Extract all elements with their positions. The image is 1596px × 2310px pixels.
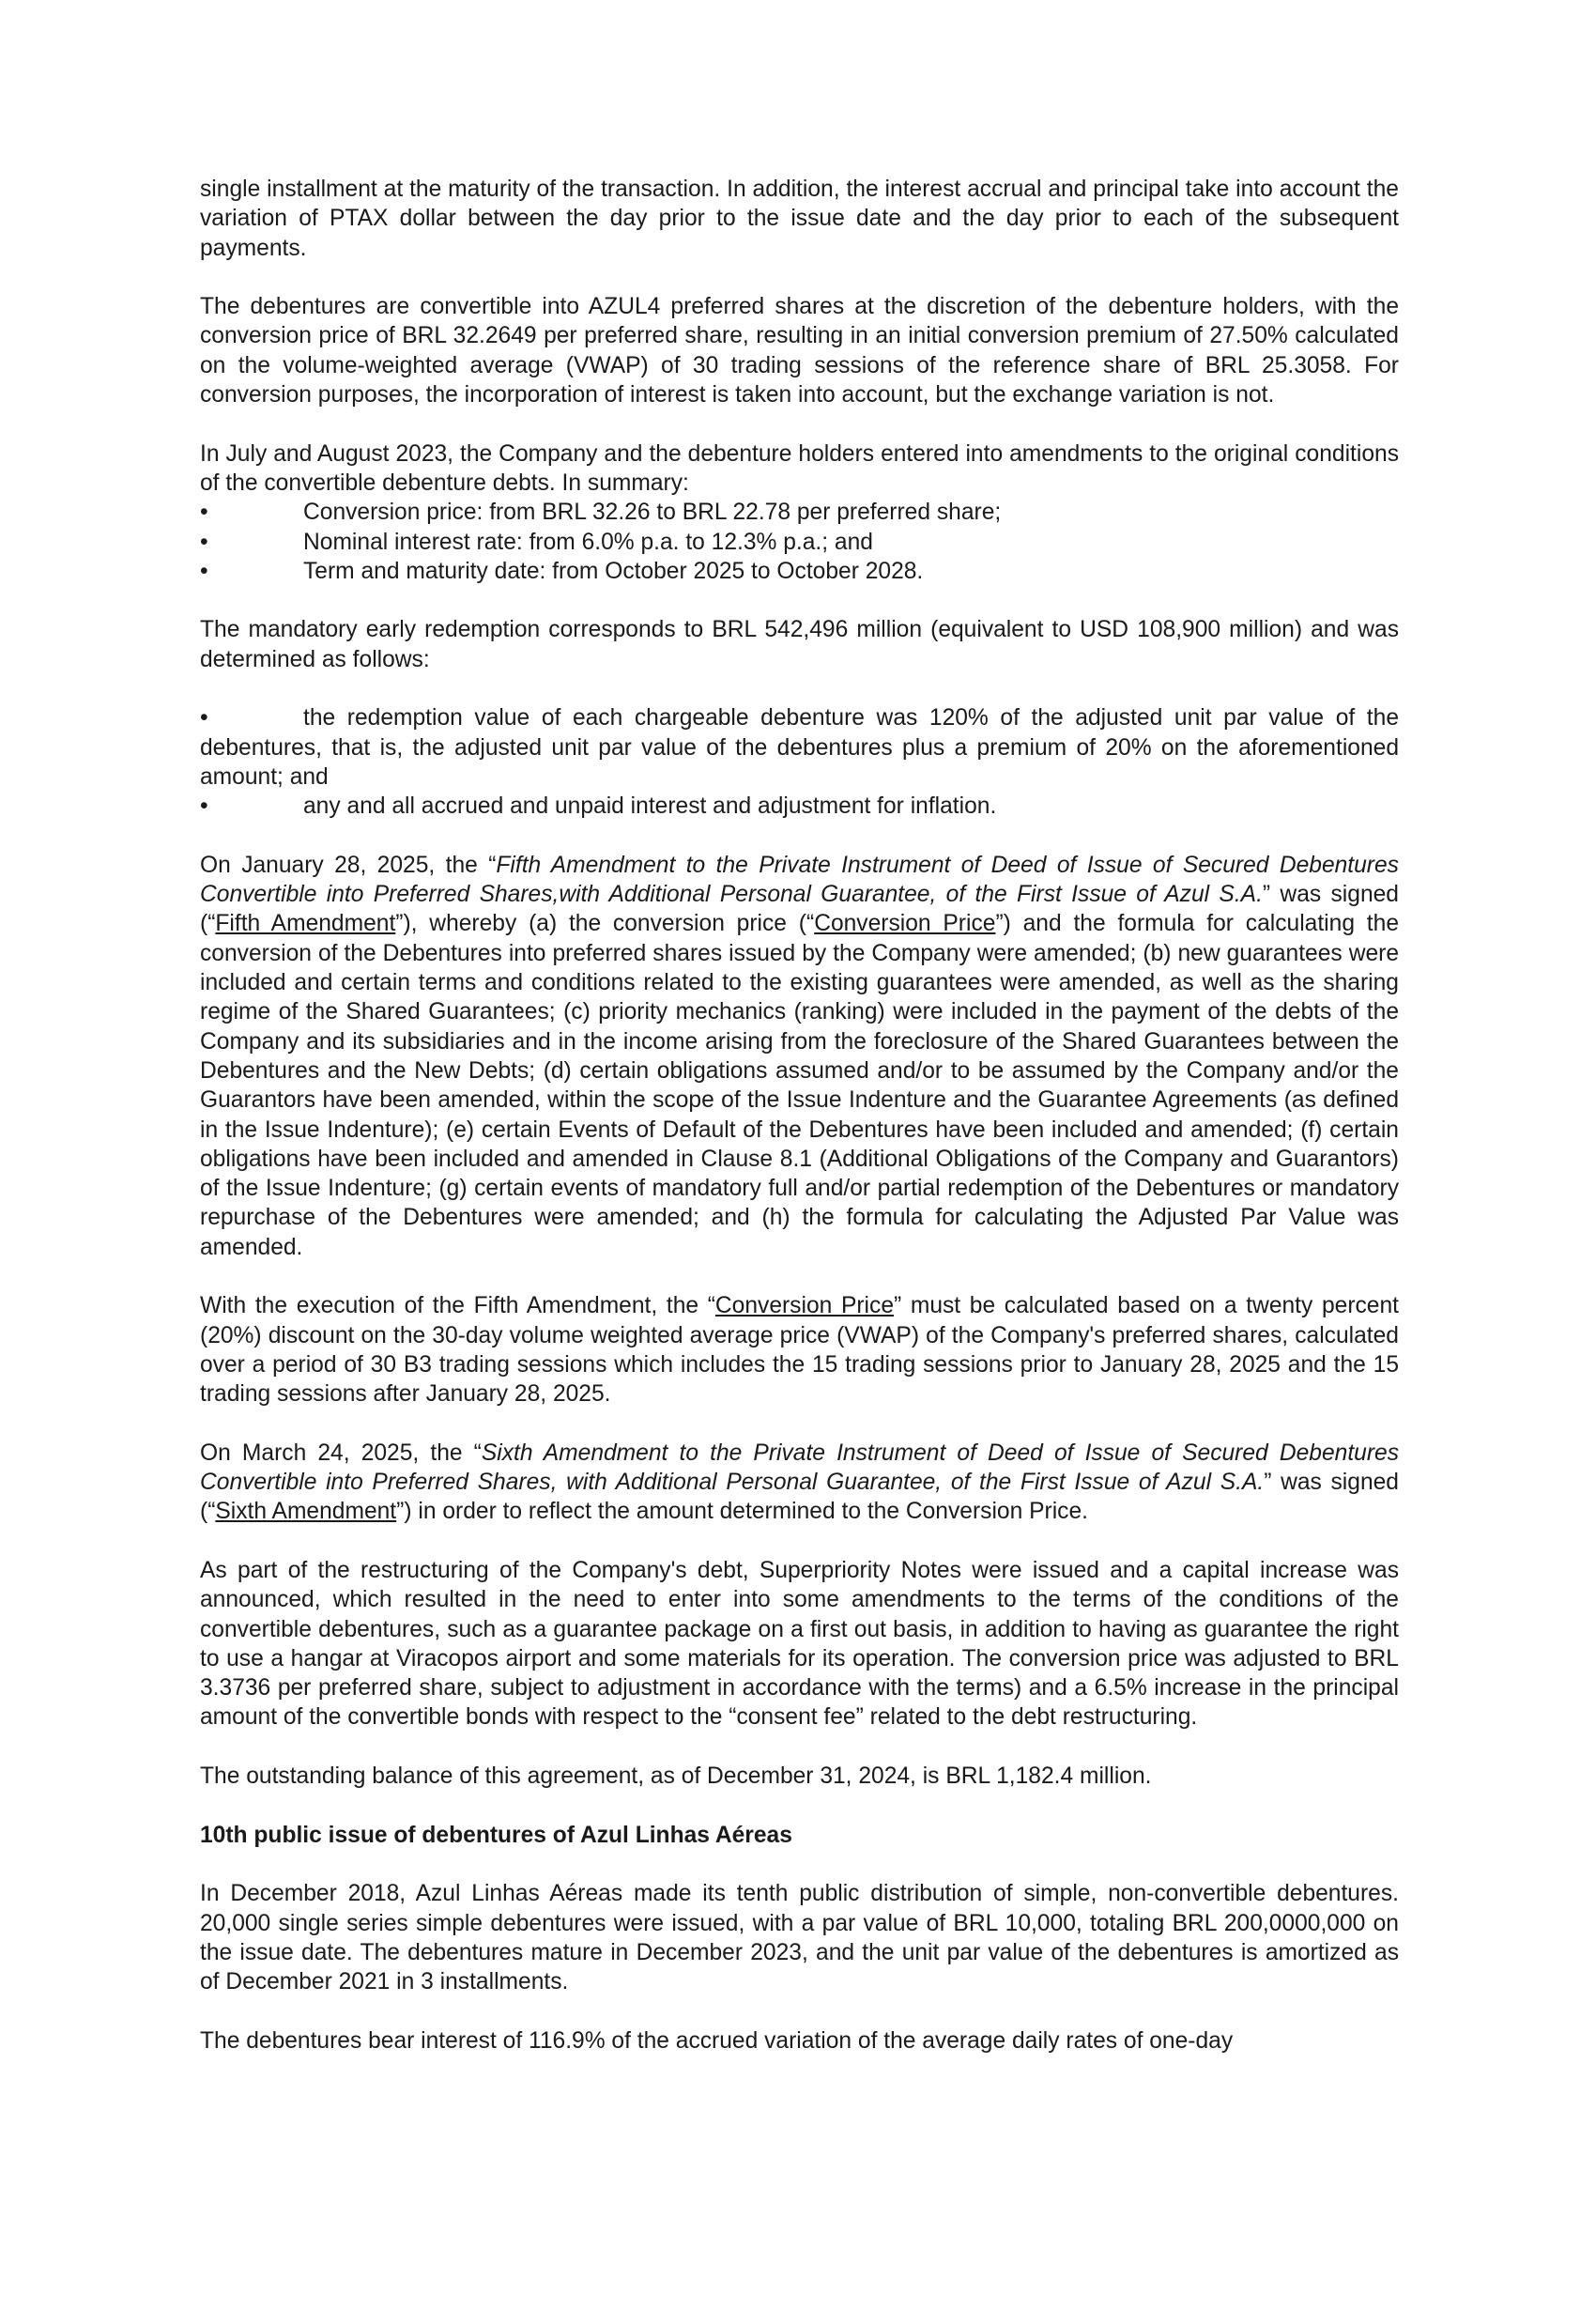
list-item [200, 557, 1399, 586]
list-item [200, 792, 1399, 821]
paragraph-sixth-amendment: On March 24, 2025, the “Sixth Amendment to the Private Instrument of Deed of Issue of Secured Debentures Convertible into Preferred Shares, with Additional Personal Guarantee, of the First Issue of Azul S.A.” was signed (“Sixth Amendment”) in order to reflect the amount determined to the Conversion Price. [200, 1440, 1399, 1525]
paragraph-early-redemption: The mandatory early redemption corresponds to BRL 542,496 million (equivalent to USD 108,900 million) and was determined as follows: [200, 617, 1399, 672]
summary-bullet-list [200, 498, 1399, 586]
bullet-icon: • [200, 793, 208, 820]
paragraph-fifth-amendment: On January 28, 2025, the “Fifth Amendment to the Private Instrument of Deed of Issue of Secured Debentures Convertible into Preferred Shares,with Additional Personal Guarantee, of the First Issue of Azul S.A.” was signed (“Fifth Amendment”), whereby (a) the conversion price (“Conversion Price”) and the formula for calculating the conversion of the Debentures into preferred shares issued by the Company were amended; (b) new guarantees were included and certain terms and conditions related to the existing guarantees were amended, as well as the sharing regime of the Shared Guarantees; (c) priority mechanics (ranking) were included in the payment of the debts of the Company and its subsidiaries and in the income arising from the foreclosure of the Shared Guarantees between the Debentures and the New Debts; (d) certain obligations assumed and/or to be assumed by the Company and/or the Guarantors have been amended, within the scope of the Issue Indenture and the Guarantee Agreements (as defined in the Issue Indenture); (e) certain Events of Default of the Debentures have been included and amended; (f) certain obligations have been included and amended in Clause 8.1 (Additional Obligations of the Company and Guarantors) of the Issue Indenture; (g) certain events of mandatory full and/or partial redemption of the Debentures or mandatory repurchase of the Debentures were amended; and (h) the formula for calculating the Adjusted Par Value was amended. [200, 852, 1400, 1260]
list-item [200, 528, 1399, 557]
paragraph-amendments-2023: In July and August 2023, the Company and the debenture holders entered into amendments to the original conditions of the convertible debenture debts. In summary: [200, 440, 1399, 496]
list-item-text: Nominal interest rate: from 6.0% p.a. to 12.3% p.a.; and [303, 529, 873, 555]
defined-term-sixth-amendment: Sixth Amendment [215, 1499, 397, 1525]
paragraph-outstanding-balance: The outstanding balance of this agreement, as of December 31, 2024, is BRL 1,182.4 million. [200, 1763, 1152, 1790]
document-page [200, 175, 1399, 2085]
paragraph-installment: single installment at the maturity of the transaction. In addition, the interest accrual and principal take into account the variation of PTAX dollar between the day prior to the issue date and the day prior to each of the subsequent payments. [200, 177, 1399, 261]
paragraph-fifth-amendment-execution: With the execution of the Fifth Amendment, the “Conversion Price” must be calculated based on a twenty percent (20%) discount on the 30-day volume weighted average price (VWAP) of the Company's preferred shares, calculated over a period of 30 B3 trading sessions which includes the 15 trading sessions prior to January 28, 2025 and the 15 trading sessions after January 28, 2025. [200, 1293, 1399, 1408]
list-item [200, 498, 1399, 527]
redemption-bullet-list [200, 703, 1399, 821]
bullet-icon: • [200, 500, 208, 526]
paragraph-tenth-issue: In December 2018, Azul Linhas Aéreas made its tenth public distribution of simple, non-convertible debentures. 20,000 single series simple debentures were issued, with a par value of BRL 10,000, totaling BRL 200,0000,000 on the issue date. The debentures mature in December 2023, and the unit par value of the debentures is amortized as of December 2021 in 3 installments. [200, 1881, 1399, 1995]
paragraph-conversion: The debentures are convertible into AZUL4 preferred shares at the discretion of the debenture holders, with the conversion price of BRL 32.2649 per preferred share, resulting in an initial conversion premium of 27.50% calculated on the volume-weighted average (VWAP) of 30 trading sessions of the reference share of BRL 25.3058. For conversion purposes, the incorporation of interest is taken into account, but the exchange variation is not. [200, 294, 1399, 408]
defined-term-conversion-price: Conversion Price [814, 911, 996, 937]
bullet-icon: • [200, 558, 208, 584]
bullet-icon: • [200, 705, 208, 732]
list-item [200, 703, 1399, 792]
list-item-text: Term and maturity date: from October 2025 to October 2028. [303, 558, 924, 584]
paragraph-restructuring: As part of the restructuring of the Company's debt, Superpriority Notes were issued and a capital increase was announced, which resulted in the need to enter into some amendments to the terms of the conditions of the convertible debentures, such as a guarantee package on a first out basis, in addition to having as guarantee the right to use a hangar at Viracopos airport and some materials for its operation. The conversion price was adjusted to BRL 3.3736 per preferred share, subject to adjustment in accordance with the terms) and a 6.5% increase in the principal amount of the convertible bonds with respect to the “consent fee” related to the debt restructuring. [200, 1557, 1399, 1731]
instrument-title: Sixth Amendment to the Private Instrument of Deed of Issue of Secured Debentures Convertible into Preferred Shares, with Additional Personal Guarantee, of the First Issue of Azul S.A. [200, 1440, 1399, 1496]
bullet-icon: • [200, 529, 208, 555]
defined-term-conversion-price: Conversion Price [714, 1293, 894, 1319]
paragraph-interest: The debentures bear interest of 116.9% of the accrued variation of the average daily rates of one-day [200, 2027, 1234, 2054]
list-item-text: Conversion price: from BRL 32.26 to BRL 22.78 per preferred share; [303, 500, 1002, 526]
section-heading: 10th public issue of debentures of Azul Linhas Aéreas [200, 1822, 792, 1848]
instrument-title: Fifth Amendment to the Private Instrument of Deed of Issue of Secured Debentures Convertible into Preferred Shares,with Additional Personal Guarantee, of the First Issue of Azul S.A. [200, 852, 1399, 908]
list-item-text: the redemption value of each chargeable debenture was 120% of the adjusted unit par value of the debentures, that is, the adjusted unit par value of the debentures plus a premium of 20% on the aforementioned amount; and [200, 705, 1399, 790]
defined-term-fifth-amendment: Fifth Amendment [215, 911, 396, 937]
list-item-text: any and all accrued and unpaid interest and adjustment for inflation. [303, 793, 997, 820]
